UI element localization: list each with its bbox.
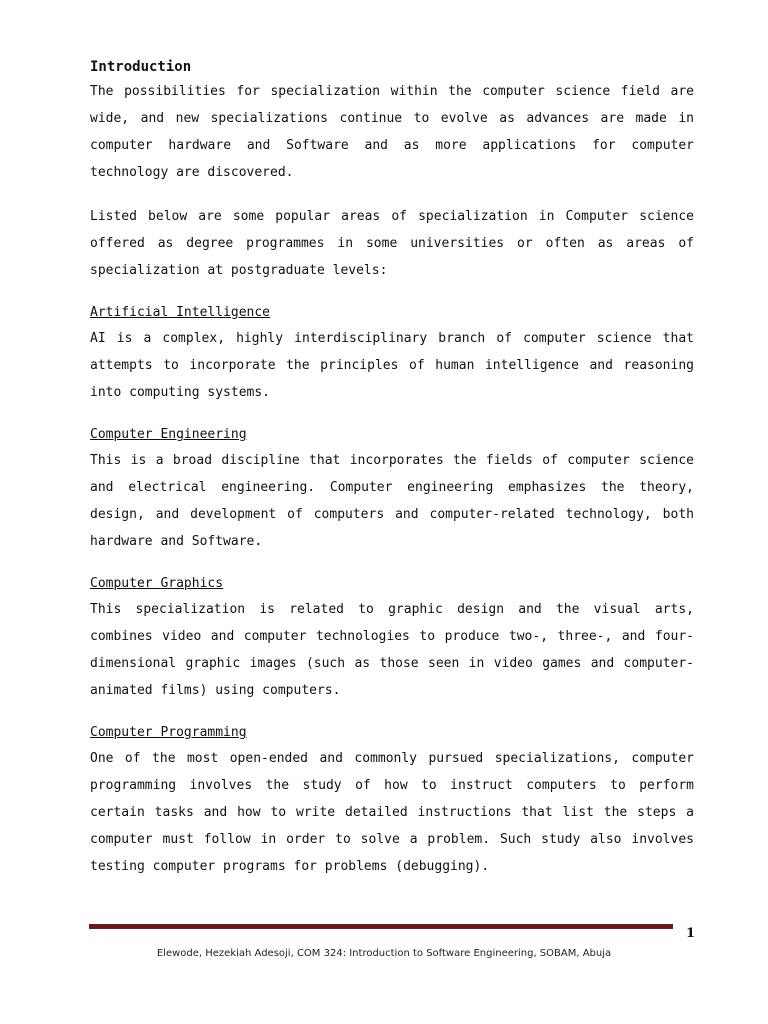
intro-paragraph: Listed below are some popular areas of specialization in Computer science offered as degree programmes in some universities or often as areas of specialization at postgraduate levels: [90, 209, 694, 278]
section-body: This is a broad discipline that incorporates the fields of computer science and electrical engineering. Computer engineering emphasizes the theory, design, and development of computers and computer-related technology, both hardware and Software. [90, 453, 694, 549]
section-heading: Artificial Intelligence [90, 305, 271, 320]
section-heading: Computer Graphics [90, 576, 224, 591]
section-body: This specialization is related to graphic design and the visual arts, combines video and computer technologies to produce two-, three-, and four-dimensional graphic images (such as those seen in video games and computer- animated films) using computers. [90, 602, 694, 698]
footer-rule [89, 924, 673, 929]
document-title: Introduction [90, 59, 192, 75]
section-body: AI is a complex, highly interdisciplinary branch of computer science that attempts to incorporate the principles of human intelligence and reasoning into computing systems. [90, 331, 694, 400]
section-body: One of the most open-ended and commonly pursued specializations, computer programming involves the study of how to instruct computers to perform certain tasks and how to write detailed instructions that list the steps a computer must follow in order to solve a problem. Such study also involves testing computer programs for problems (debugging). [90, 751, 694, 874]
page-number: 1 [686, 926, 696, 941]
document-body [90, 56, 694, 880]
section-heading: Computer Programming [90, 725, 247, 740]
intro-paragraph: The possibilities for specialization within the computer science field are wide, and new specializations continue to evolve as advances are made in computer hardware and Software and as more applications for computer technology are discovered. [90, 84, 694, 180]
section-heading: Computer Engineering [90, 427, 247, 442]
footer-text: Elewode, Hezekiah Adesoji, COM 324: Introduction to Software Engineering, SOBAM, Abuja [156, 948, 612, 959]
